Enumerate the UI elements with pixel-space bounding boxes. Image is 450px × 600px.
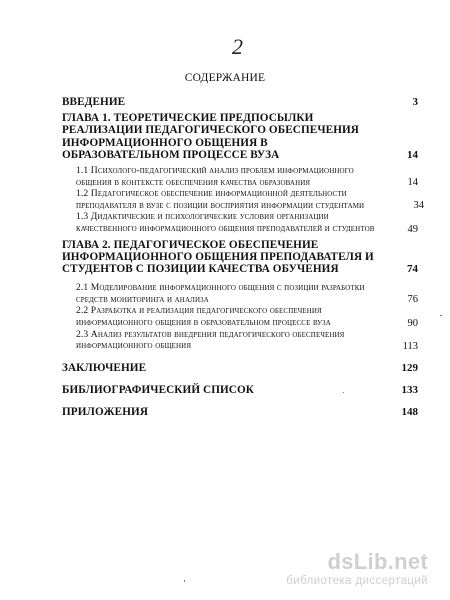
- scan-speck: [343, 392, 344, 393]
- toc-entry-title: ГЛАВА 1. ТЕОРЕТИЧЕСКИЕ ПРЕДПОСЫЛКИ РЕАЛИЗАЦИИ ПЕДАГОГИЧЕСКОГО ОБЕСПЕЧЕНИЯ ИНФОРМАЦИОННОГО ОБЩЕНИЯ В ОБРАЗОВАТЕЛЬНОМ ПРОЦЕССЕ ВУЗА: [62, 112, 359, 161]
- toc-entry-appendices[interactable]: [62, 406, 420, 418]
- toc-entry-section-1-1[interactable]: [62, 165, 420, 188]
- toc-entry-title: ПРИЛОЖЕНИЯ: [62, 406, 149, 419]
- toc-entry-page: 14: [407, 149, 418, 162]
- toc-entry-title: 2.2 Разработка и реализация педагогического обеспечения информационного общения в образовательном процессе вуза: [76, 305, 331, 328]
- toc-entry-page: 76: [407, 294, 418, 306]
- table-of-contents: [62, 96, 424, 419]
- scan-speck: [184, 580, 185, 582]
- toc-entry-section-1-3[interactable]: [62, 211, 420, 234]
- toc-entry-title: БИБЛИОГРАФИЧЕСКИЙ СПИСОК: [62, 383, 255, 396]
- toc-entry-title: 2.3 Анализ результатов внедрения педагогического обеспечения информационного общения: [76, 328, 345, 352]
- toc-entry-page: 133: [401, 384, 418, 397]
- toc-entry-section-2-2[interactable]: [62, 305, 420, 328]
- toc-entry-section-2-3[interactable]: [62, 329, 420, 352]
- toc-entry-section-2-1[interactable]: [62, 282, 420, 305]
- page-number: 2: [232, 34, 243, 59]
- toc-entry-page: 74: [407, 263, 418, 276]
- toc-title: СОДЕРЖАНИЕ: [184, 72, 266, 84]
- toc-entry-title: 2.1 Моделирование информационного общения с позиции разработки средств мониторинга и анализа: [76, 282, 365, 305]
- toc-entry-title: ГЛАВА 2. ПЕДАГОГИЧЕСКОЕ ОБЕСПЕЧЕНИЕ ИНФОРМАЦИОННОГО ОБЩЕНИЯ ПРЕПОДАВАТЕЛЯ И СТУДЕНТОВ С ПОЗИЦИИ КАЧЕСТВА ОБУЧЕНИЯ: [62, 238, 374, 275]
- watermark-logo: dsLib.net: [327, 549, 428, 574]
- scan-speck: [440, 315, 442, 316]
- toc-entry-page: 90: [407, 317, 418, 329]
- toc-entry-conclusion[interactable]: [62, 362, 420, 374]
- watermark-subtitle: библиотека диссертаций: [286, 575, 428, 587]
- toc-entry-title: 1.3 Дидактические и психологические условия организации качественного информационного общения преподавателей и студентов: [76, 211, 375, 234]
- toc-entry-page: 113: [402, 340, 418, 352]
- toc-entry-page: 148: [401, 406, 418, 419]
- toc-entry-page: 129: [401, 361, 418, 374]
- toc-entry-bibliography[interactable]: [62, 384, 420, 396]
- toc-entry-introduction[interactable]: [62, 96, 420, 108]
- toc-entry-chapter-2[interactable]: [62, 239, 420, 276]
- toc-entry-page: 34: [413, 200, 424, 212]
- toc-entry-section-1-2[interactable]: [62, 188, 424, 212]
- toc-entry-page: 14: [407, 177, 418, 189]
- watermark: [286, 550, 428, 588]
- toc-entry-page: 49: [407, 223, 418, 235]
- toc-entry-title: ЗАКЛЮЧЕНИЕ: [62, 361, 147, 374]
- toc-entry-title: 1.1 Психолого-педагогический анализ проблем информационного общения в контексте обеспечения качества образования: [76, 165, 354, 188]
- toc-entry-title: ВВЕДЕНИЕ: [62, 96, 126, 108]
- toc-entry-page: 3: [412, 96, 418, 108]
- toc-entry-title: 1.2 Педагогическое обеспечение информационной деятельности преподавателя в вузе с позиции восприятия информации студентами: [76, 188, 365, 211]
- toc-entry-chapter-1[interactable]: [62, 112, 420, 161]
